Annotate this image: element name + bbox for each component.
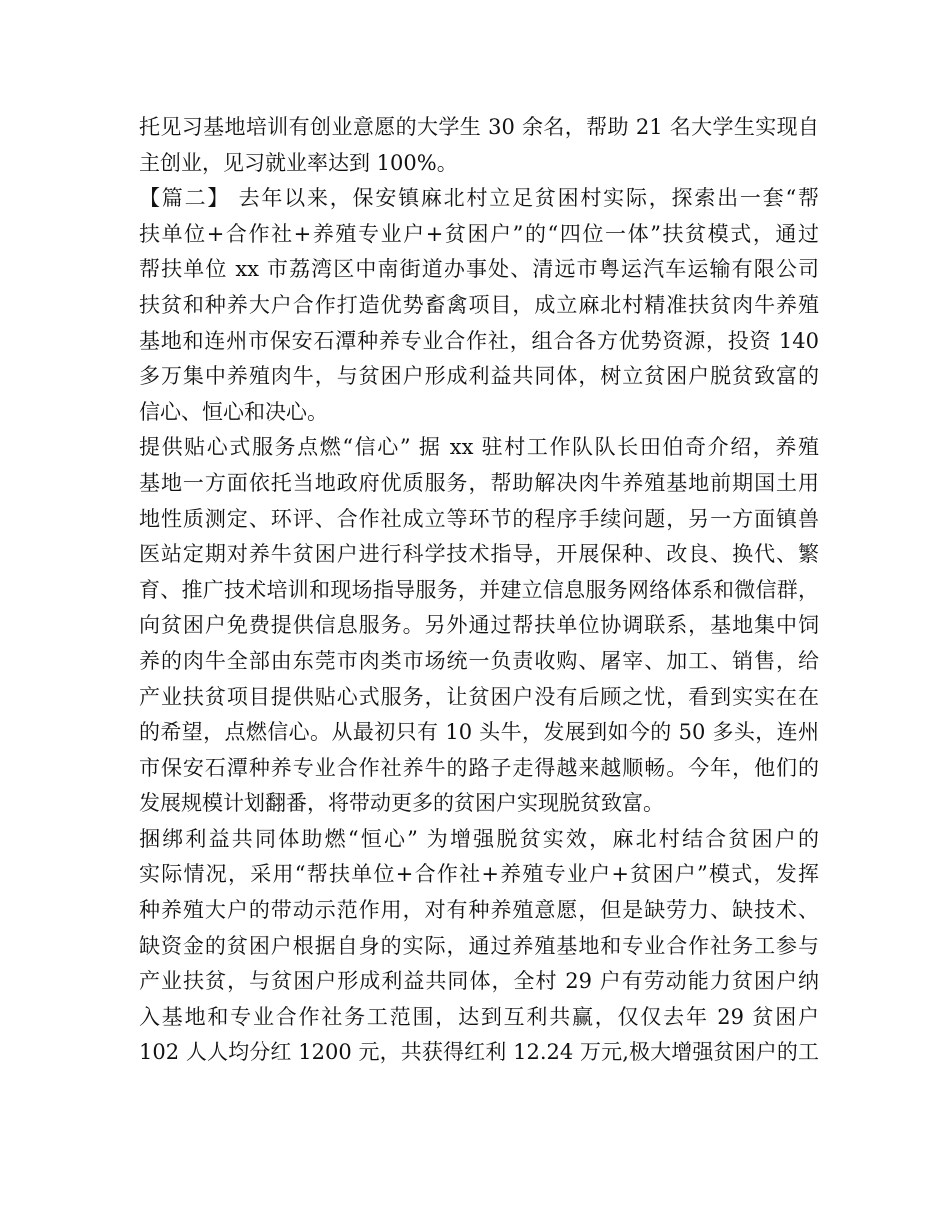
text-line: 入基地和专业合作社务工范围，达到互利共赢，仅仅去年 29 贫困户 xyxy=(139,1004,819,1029)
text-line: 向贫困户免费提供信息服务。另外通过帮扶单位协调联系，基地集中饲 xyxy=(139,613,819,638)
text-line: 托见习基地培训有创业意愿的大学生 30 余名，帮助 21 名大学生实现自 xyxy=(139,115,819,139)
text-line: 的希望，点燃信心。从最初只有 10 头牛，发展到如今的 50 多头，连州 xyxy=(139,720,819,745)
text-line: 实际情况，采用“帮扶单位+合作社+养殖专业户+贫困户”模式，发挥 xyxy=(139,862,819,887)
text-line: 种养殖大户的带动示范作用，对有种养殖意愿，但是缺劳力、缺技术、 xyxy=(139,898,819,923)
text-line: 养的肉牛全部由东莞市肉类市场统一负责收购、屠宰、加工、销售，给 xyxy=(139,648,819,673)
text-line: 帮扶单位 xx 市荔湾区中南街道办事处、清远市粤运汽车运输有限公司 xyxy=(139,257,819,282)
text-line: 102 人人均分红 1200 元，共获得红利 12.24 万元,极大增强贫困户的工 xyxy=(139,1040,819,1065)
text-line: 【篇二】 去年以来，保安镇麻北村立足贫困村实际，探索出一套“帮 xyxy=(139,186,819,211)
text-line: 主创业，见习就业率达到 100%。 xyxy=(139,150,458,175)
text-line: 基地一方面依托当地政府优质服务，帮助解决肉牛养殖基地前期国土用 xyxy=(139,470,819,495)
text-line: 捆绑利益共同体助燃“恒心” 为增强脱贫实效，麻北村结合贫困户的 xyxy=(139,826,819,851)
text-line: 缺资金的贫困户根据自身的实际，通过养殖基地和专业合作社务工参与 xyxy=(139,933,819,958)
text-line: 育、推广技术培训和现场指导服务，并建立信息服务网络体系和微信群， xyxy=(139,577,819,602)
text-line: 产业扶贫，与贫困户形成利益共同体，全村 29 户有劳动能力贫困户纳 xyxy=(139,969,819,994)
document-body xyxy=(139,110,819,1071)
text-line: 地性质测定、环评、合作社成立等环节的程序手续问题，另一方面镇兽 xyxy=(139,506,819,531)
text-line: 发展规模计划翻番，将带动更多的贫困户实现脱贫致富。 xyxy=(139,791,664,816)
text-line: 扶单位+合作社+养殖专业户+贫困户”的“四位一体”扶贫模式，通过 xyxy=(139,221,819,246)
text-line: 信心、恒心和决心。 xyxy=(139,399,328,424)
text-line: 扶贫和种养大户合作打造优势畜禽项目，成立麻北村精准扶贫肉牛养殖 xyxy=(139,292,819,317)
text-line: 多万集中养殖肉牛，与贫困户形成利益共同体，树立贫困户脱贫致富的 xyxy=(139,364,819,389)
text-line: 医站定期对养牛贫困户进行科学技术指导，开展保种、改良、换代、繁 xyxy=(139,542,819,567)
text-line: 市保安石潭种养专业合作社养牛的路子走得越来越顺畅。今年，他们的 xyxy=(139,755,819,780)
text-line: 产业扶贫项目提供贴心式服务，让贫困户没有后顾之忧，看到实实在在 xyxy=(139,684,819,709)
text-line: 基地和连州市保安石潭种养专业合作社，组合各方优势资源，投资 140 xyxy=(139,328,819,353)
text-line: 提供贴心式服务点燃“信心” 据 xx 驻村工作队队长田伯奇介绍，养殖 xyxy=(139,435,819,460)
